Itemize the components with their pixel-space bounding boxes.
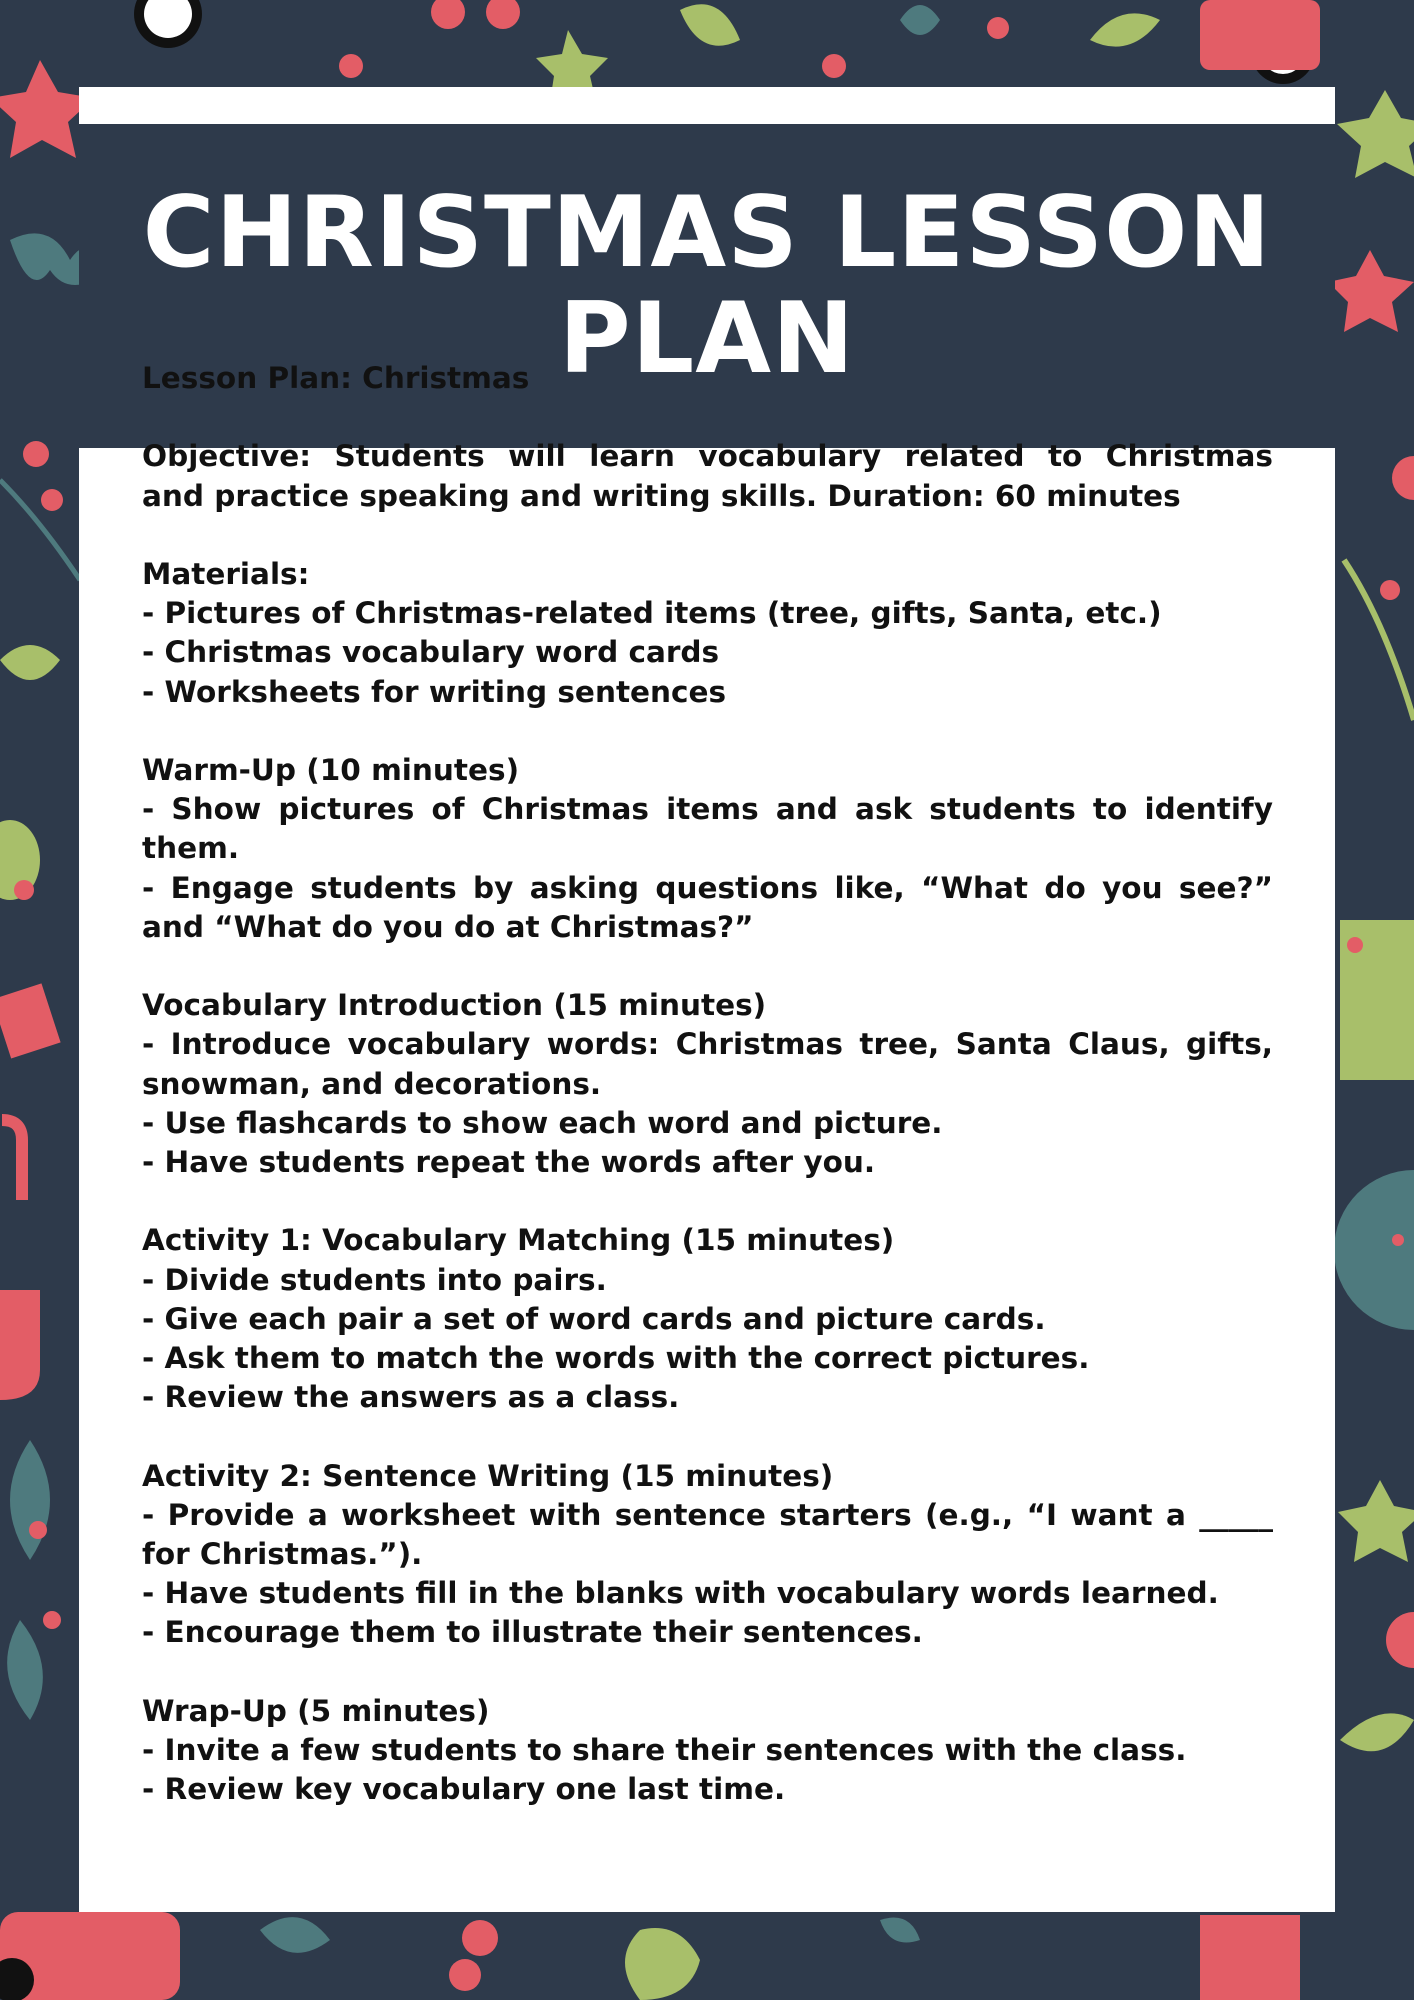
berry-icon — [43, 1611, 61, 1629]
holly-icon — [1340, 1713, 1414, 1751]
berry-icon — [449, 1959, 481, 1991]
section-heading-materials: Materials: — [142, 556, 310, 591]
section-heading-wrap-up: Wrap-Up (5 minutes) — [142, 1693, 490, 1728]
list-item: - Provide a worksheet with sentence starters (e.g., “I want a _____ — [142, 1497, 1273, 1532]
section-heading-activity-1: Activity 1: Vocabulary Matching (15 minutes) — [142, 1223, 895, 1258]
berry-icon — [23, 441, 49, 467]
leaf-icon — [7, 1620, 43, 1720]
leaf-icon — [880, 1918, 920, 1943]
list-item: - Show pictures of Christmas items and ask students to identify — [142, 792, 1273, 827]
list-item: - Review the answers as a class. — [142, 1380, 680, 1415]
page-title-line-2: PLAN — [558, 282, 856, 396]
leaf-icon — [260, 1917, 330, 1953]
list-item: them. — [142, 831, 240, 866]
list-item: - Introduce vocabulary words: Christmas tree, Santa Claus, gifts, — [142, 1027, 1273, 1062]
list-item: - Divide students into pairs. — [142, 1262, 607, 1297]
berry-icon — [987, 17, 1009, 39]
list-item: - Ask them to match the words with the correct pictures. — [142, 1341, 1090, 1375]
list-item: - Worksheets for writing sentences — [142, 674, 727, 709]
list-item: - Have students repeat the words after you. — [142, 1145, 876, 1179]
berry-icon — [1392, 1234, 1404, 1246]
berry-icon — [431, 0, 465, 29]
objective-line: Objective: Students will learn vocabulary related to Christmas — [142, 439, 1273, 474]
list-item: - Review key vocabulary one last time. — [142, 1772, 786, 1807]
section-heading-warm-up: Warm-Up (10 minutes) — [142, 752, 520, 787]
star-icon — [1328, 250, 1414, 332]
stocking-icon — [0, 1290, 40, 1400]
list-item: - Give each pair a set of word cards and picture cards. — [142, 1301, 1046, 1336]
berry-icon — [486, 0, 520, 29]
list-item: for Christmas.”). — [142, 1537, 423, 1571]
berry-icon — [462, 1920, 498, 1956]
ornament-icon — [1392, 456, 1414, 500]
list-item: - Invite a few students to share their sentences with the class. — [142, 1733, 1187, 1767]
list-item: - Engage students by asking questions like, “What do you see?” — [142, 870, 1273, 905]
branch-icon — [1344, 560, 1414, 720]
list-item: - Have students fill in the blanks with vocabulary words learned. — [142, 1576, 1219, 1611]
berry-icon — [41, 489, 63, 511]
branch-icon — [0, 480, 80, 580]
gingerbread-icon — [1334, 1170, 1414, 1330]
section-heading-vocabulary: Vocabulary Introduction (15 minutes) — [142, 988, 767, 1023]
leaf-icon — [10, 1440, 50, 1560]
lesson-heading: Lesson Plan: Christmas — [142, 361, 530, 395]
list-item: snowman, and decorations. — [142, 1066, 602, 1101]
leaf-icon — [1090, 13, 1160, 46]
section-heading-activity-2: Activity 2: Sentence Writing (15 minutes) — [142, 1458, 834, 1493]
list-item: - Christmas vocabulary word cards — [142, 635, 720, 670]
berry-icon — [1347, 937, 1363, 953]
list-item: - Use flashcards to show each word and picture. — [142, 1105, 943, 1140]
leaf-icon — [900, 5, 940, 35]
objective-line: and practice speaking and writing skills. Duration: 60 minutes — [142, 478, 1181, 513]
berry-icon — [14, 880, 34, 900]
leaf-icon — [680, 4, 740, 45]
list-item: - Pictures of Christmas-related items (tree, gifts, Santa, etc.) — [142, 596, 1162, 631]
star-icon — [1337, 90, 1414, 178]
gift-icon — [1200, 0, 1320, 70]
gift-icon — [0, 983, 61, 1058]
berry-icon — [1380, 580, 1400, 600]
page-title-line-1: CHRISTMAS LESSON — [142, 176, 1272, 290]
list-item: - Encourage them to illustrate their sentences. — [142, 1615, 923, 1650]
berry-icon — [822, 54, 846, 78]
holly-icon — [0, 645, 60, 680]
gift-icon — [1200, 1915, 1300, 2000]
berry-icon — [339, 54, 363, 78]
berry-icon — [29, 1521, 47, 1539]
candy-cane-icon — [2, 1120, 22, 1200]
pinecone-icon — [625, 1928, 700, 2000]
list-item: and “What do you do at Christmas?” — [142, 909, 754, 944]
ornament-icon — [1386, 1612, 1414, 1668]
lesson-plan-sheet — [79, 87, 1335, 1912]
star-icon — [1338, 1480, 1414, 1562]
lesson-content — [142, 359, 1273, 1809]
